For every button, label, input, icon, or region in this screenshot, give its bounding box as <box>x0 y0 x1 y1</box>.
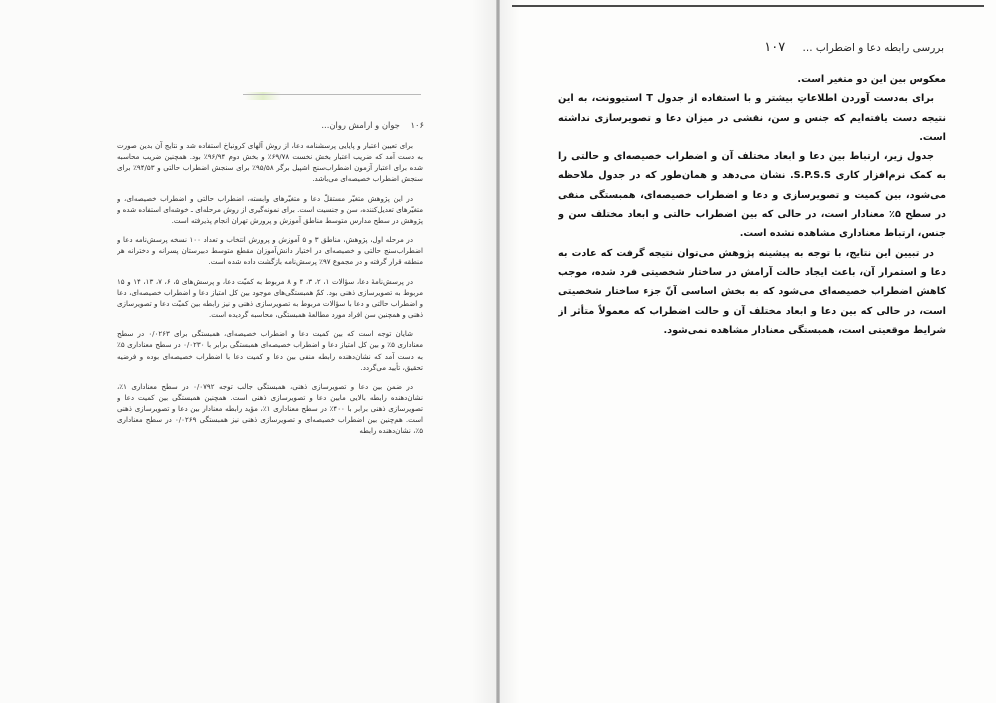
left-paragraph: در پرسش‌نامهٔ دعا، سؤالات ۱، ۲، ۳، ۴ و ۸ مربوط به کمیّت دعا، و پرسش‌های ۵، ۶، ۷، ۱۳، ۱۴ و ۱۵ مربوط به تصویرسازی ذهنی بود. کمّ همبستگی‌های موجود بین کل امتیاز دعا و اضطراب خصیصه‌ای، دعا و اضطراب حالتی و دعا با سؤالات مربوط به تصویرسازی ذهنی و نیز رابطه بین کمیّت دعا و تصویرسازی ذهنی و همچنین سن افراد مورد مطالعهٔ همبستگی، محاسبه گردیده است. <box>117 276 423 320</box>
left-page-body <box>117 140 423 590</box>
right-running-title: بررسی رابطه دعا و اضطراب ... <box>802 42 944 54</box>
left-page-shadow <box>472 0 496 703</box>
left-running-head <box>226 120 424 130</box>
left-paragraph: شایان توجه است که بین کمیت دعا و اضطراب خصیصه‌ای، همبستگی برای ۰/۰۲۶۳ در سطح معناداری ۵٪ و بین کل امتیاز دعا و اضطراب خصیصه‌ای همبستگی برابر با ۰/۰۲۳۰ در سطح معناداری ۵٪ به دست آمد که نشان‌دهنده رابطه منفی بین دعا و کمیت دعا با اضطراب خصیصه‌ای بوده و فرضیه تحقیق، تأیید می‌گردد. <box>117 329 423 372</box>
right-paragraph: جدول زیر، ارتباط بین دعا و ابعاد مختلف آن و اضطراب خصیصه‌ای و حالتی را به کمک نرم‌افزار کاری S.P.S.S. نشان می‌دهد و همان‌طور که در جدول ملاحظه می‌شود، بین کمیت و تصویرسازی و دعا و اضطراب خصیصه‌ای، همبستگی منفی در سطح ۵٪ معنادار است، در حالی که بین اضطراب حالتی و ابعاد مختلف سن و جنس، ارتباط معناداری مشاهده نشده است. <box>558 151 946 240</box>
right-paragraph: برای به‌دست آوردن اطلاعاتِ بیشتر و با استفاده از جدول T استیوونت، به این نتیجه دست یافته‌ایم که جنس و سن، نقشی در میزان دعا و تصویرسازی نداشته است. <box>558 93 946 143</box>
left-page-number: ۱۰۶ <box>410 120 424 130</box>
left-running-title: جوان و ارامش روان... <box>321 120 400 130</box>
right-page-number: ۱۰۷ <box>764 40 786 55</box>
right-paragraph: معکوس بین این دو متغیر است. <box>797 74 946 85</box>
right-paragraph: در تبیین این نتایج، با توجه به پیشینه پژوهش می‌توان نتیجه گرفت که عادت به دعا و استمرار آن، باعث ایجاد حالت آرامش در ساختار شخصیتی فرد شده، موجب کاهش اضطراب خصیصه‌ای می‌شود که به بخش اساسی آنّ جزء ساختار شخصیتی است، در حالی که بین دعا و ابعاد مختلف آن و حالت اضطراب که معمولاً متأثر از شرایط موقعیتی است، همبستگی معنادار مشاهده نمی‌شود. <box>558 247 946 336</box>
right-page-body <box>558 70 946 370</box>
left-paragraph: در ضمن بین دعا و تصویرسازی ذهنی، همبستگی جالب توجه ۰/۰۷۹۲ در سطح معناداری ۱٪، نشان‌دهنده رابطه بالایی مابین دعا و تصویرسازی ذهنی است. همچنین همبستگی بین کمیت دعا و تصویرسازی ذهنی برابر با ۴۰۰٪ در سطح معناداری ۱٪، مؤید رابطه معنادار بین دعا و تصویرسازی ذهنی است. هم‌چنین بین اضطراب خصیصه‌ای و تصویرسازی ذهنی نیز همبستگی ۰/۰۲۶۹ در سطح معناداری ۵٪، نشان‌دهنده رابطه <box>117 381 423 436</box>
right-page-top-edge <box>512 5 984 7</box>
right-page-shadow <box>500 0 520 703</box>
right-running-head <box>540 40 944 55</box>
left-paragraph: در این پژوهش متغیّر مستقلّ دعا و متغیّرهای وابسته، اضطراب حالتی و اضطراب خصیصه‌ای، و متغیّرهای تعدیل‌کننده، سن و جنسیت است. برای نمونه‌گیری از روش مرحله‌ای ـ خوشه‌ای استفاده شده و پژوهش در سطح مدارس متوسط مناطق آموزش و پرورش تهران انجام پذیرفته است. <box>117 193 423 225</box>
left-paragraph: برای تعیین اعتبار و پایایی پرسشنامه دعا، از روش آلهای کرونباخ استفاده شد و نتایج آن بدین صورت به دست آمد که ضریب اعتبار بخش نخست ۶۹/۷۸٪ و بخش دوم ۹۶/۹۴٪ بود. همچنین ضریب محاسبه شده برای اعتبار آزمون اضطراب‌سنج اشپیل برگر ۹۵/۵۸٪ برای سنجش اضطراب حالتی و ۹۴/۵۳٪ برای سنجش اضطراب خصیصه‌ای می‌باشد. <box>117 141 423 184</box>
left-header-rule <box>243 94 421 95</box>
left-paragraph: در مرحله اول، پژوهش، مناطق ۳ و ۵ آموزش و پرورش انتخاب و تعداد ۱۰۰ نسخه پرسش‌نامه دعا و اضطراب‌سنج حالتی و خصیصه‌ای در اختیار دانش‌آموزان مقطع متوسط دبیرستان پسرانه و دخترانه هر منطقه قرار گرفته و در مجموع ۹۷٪ پرسش‌نامه بازگشت داده شده است. <box>117 235 423 267</box>
